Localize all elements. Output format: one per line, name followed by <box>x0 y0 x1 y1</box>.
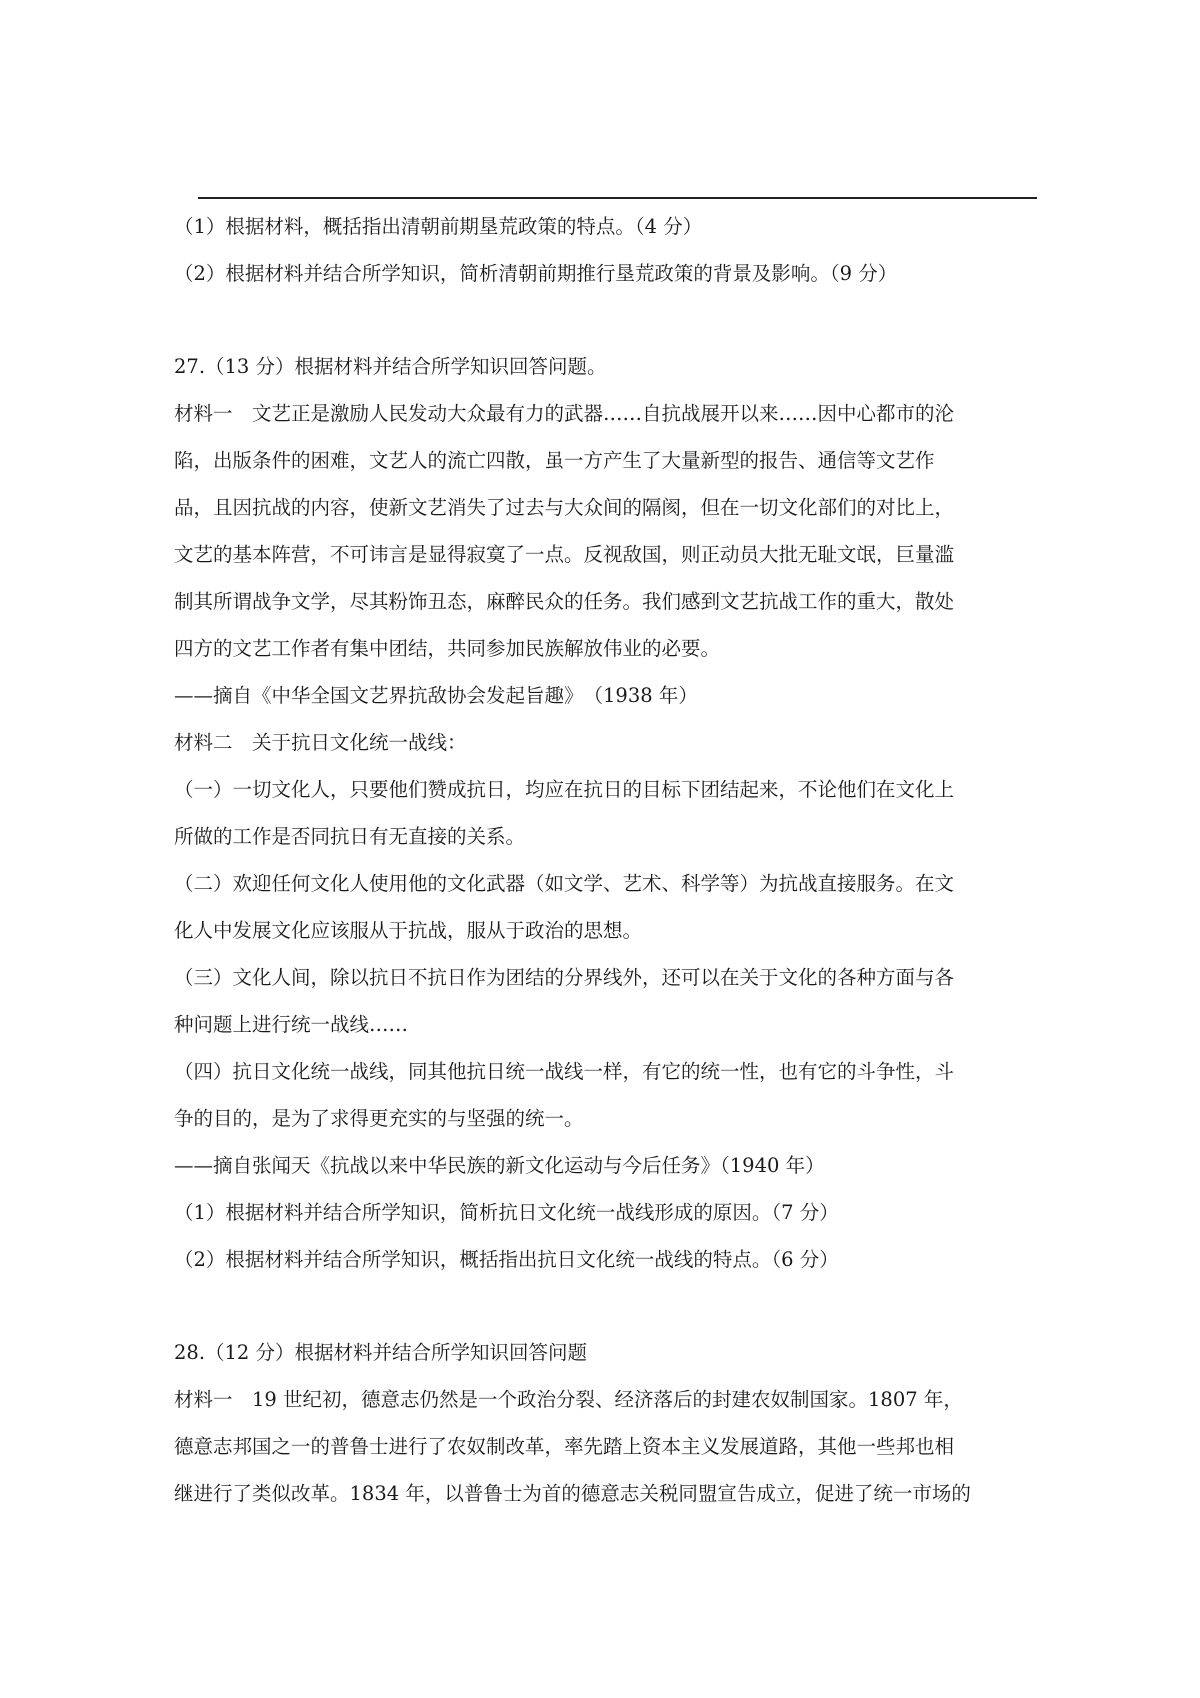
material-2-line: （一）一切文化人，只要他们赞成抗日，均应在抗日的目标下团结起来，不论他们在文化上 <box>174 778 955 801</box>
material-2-source: ——摘自张闻天《抗战以来中华民族的新文化运动与今后任务》（1940 年） <box>174 1154 825 1177</box>
question-27-title: 27.（13 分）根据材料并结合所学知识回答问题。 <box>174 355 607 378</box>
material-1-line: 四方的文艺工作者有集中团结，共同参加民族解放伟业的必要。 <box>174 637 721 660</box>
material-1-line: 材料一 文艺正是激励人民发动大众最有力的武器……自抗战展开以来……因中心都市的沦 <box>174 402 955 425</box>
question-28-title: 28.（12 分）根据材料并结合所学知识回答问题 <box>174 1341 588 1364</box>
material-2-line: 所做的工作是否同抗日有无直接的关系。 <box>174 825 526 848</box>
question-26-part-1: （1）根据材料，概括指出清朝前期垦荒政策的特点。（4 分） <box>174 215 703 238</box>
material-2-line: 化人中发展文化应该服从于抗战，服从于政治的思想。 <box>174 919 643 942</box>
material-1-line: 材料一 19 世纪初，德意志仍然是一个政治分裂、经济落后的封建农奴制国家。1807 年， <box>174 1388 963 1411</box>
question-27-part-1: （1）根据材料并结合所学知识，简析抗日文化统一战线形成的原因。（7 分） <box>174 1201 839 1224</box>
material-1-line: 陷，出版条件的困难，文艺人的流亡四散，虽一方产生了大量新型的报告、通信等文艺作 <box>174 449 935 472</box>
material-2-line: （二）欢迎任何文化人使用他的文化武器（如文学、艺术、科学等）为抗战直接服务。在文 <box>174 872 955 895</box>
material-1-line: 文艺的基本阵营，不可讳言是显得寂寞了一点。反视敌国，则正动员大批无耻文氓，巨量滥 <box>174 543 955 566</box>
material-2-line: （三）文化人间，除以抗日不抗日作为团结的分界线外，还可以在关于文化的各种方面与各 <box>174 966 955 989</box>
question-27-part-2: （2）根据材料并结合所学知识，概括指出抗日文化统一战线的特点。（6 分） <box>174 1248 839 1271</box>
material-1-line: 制其所谓战争文学，尽其粉饰丑态，麻醉民众的任务。我们感到文艺抗战工作的重大，散处 <box>174 590 955 613</box>
material-2-heading: 材料二 关于抗日文化统一战线： <box>174 731 467 754</box>
material-1-line: 品，且因抗战的内容，使新文艺消失了过去与大众间的隔阂，但在一切文化部们的对比上， <box>174 496 955 519</box>
question-26-part-2: （2）根据材料并结合所学知识，简析清朝前期推行垦荒政策的背景及影响。（9 分） <box>174 262 898 285</box>
material-1-line: 德意志邦国之一的普鲁士进行了农奴制改革，率先踏上资本主义发展道路，其他一些邦也相 <box>174 1435 955 1458</box>
header-divider <box>198 197 1037 199</box>
material-2-line: 争的目的，是为了求得更充实的与坚强的统一。 <box>174 1107 584 1130</box>
material-2-line: 种问题上进行统一战线…… <box>174 1013 409 1036</box>
material-2-line: （四）抗日文化统一战线，同其他抗日统一战线一样，有它的统一性，也有它的斗争性，斗 <box>174 1060 955 1083</box>
material-1-source: ——摘自《中华全国文艺界抗敌协会发起旨趣》 （1938 年） <box>174 684 698 707</box>
material-1-line: 继进行了类似改革。1834 年，以普鲁士为首的德意志关税同盟宣告成立，促进了统一市场的 <box>174 1482 971 1505</box>
